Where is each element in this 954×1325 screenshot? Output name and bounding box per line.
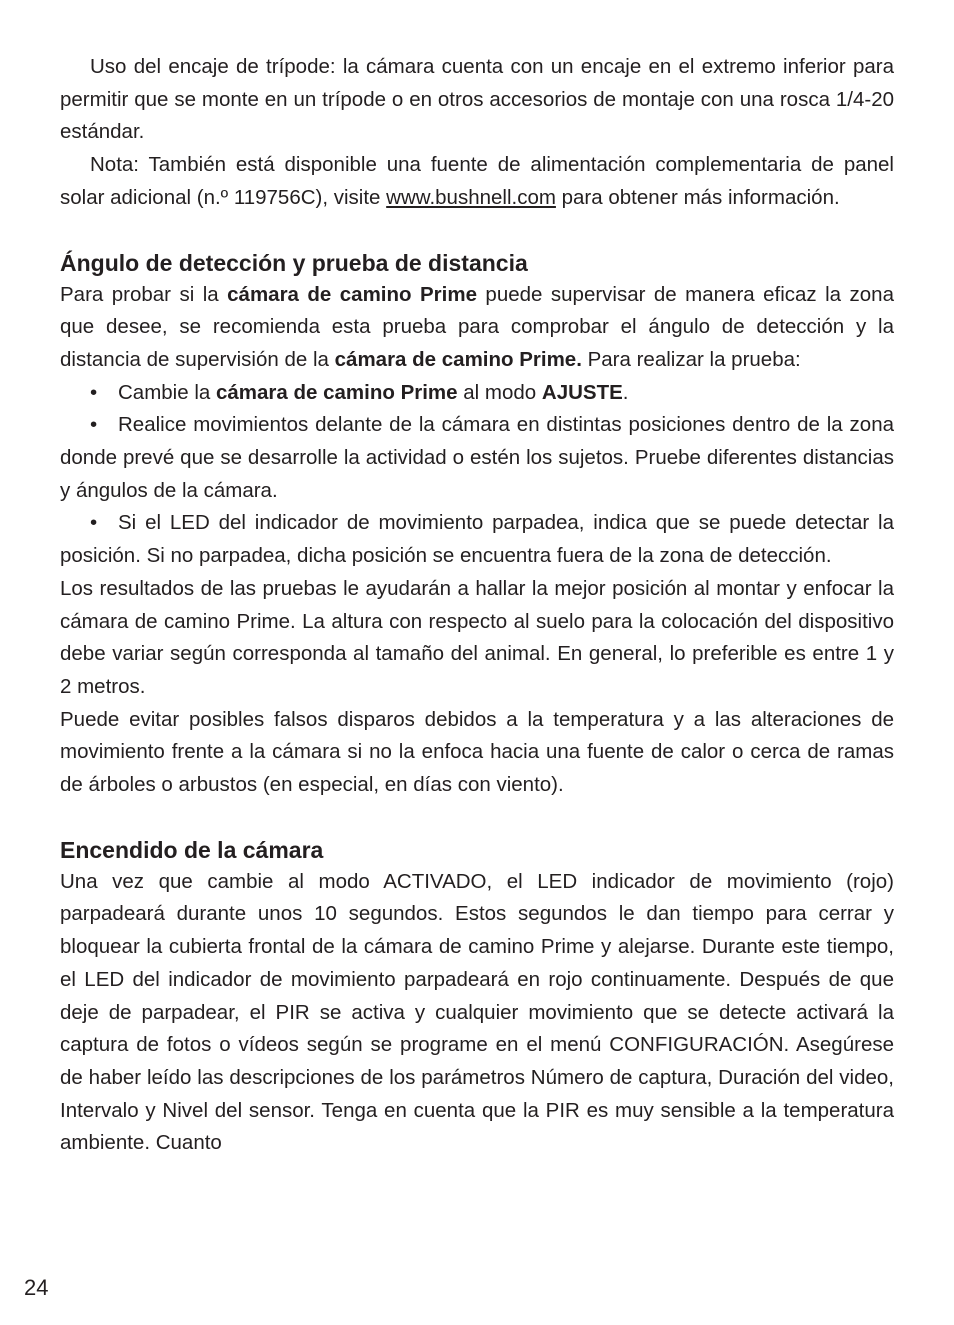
bullet-item-setup-mode [60,377,894,410]
text: Para realizar la prueba: [581,347,801,371]
tripod-paragraph: Uso del encaje de trípode: la cámara cuenta con un encaje en el extremo inferior para permitir que se monte en un trípode o en otros accesorios de montaje con una rosca 1/4-20 estándar. [60,55,894,144]
section-heading-detection: Ángulo de detección y prueba de distancia [60,249,528,276]
section-heading-power-on: Encendido de la cámara [60,836,324,863]
bushnell-link[interactable]: www.bushnell.com [386,185,556,209]
page-number: 24 [24,1275,49,1300]
text: Si el LED del indicador de movimiento parpadea, indica que se puede detectar la posición. Si no parpadea, dicha posición se encuentra fuera de la zona de detección. [60,511,894,568]
note-text-after: para obtener más información. [555,185,840,209]
bullet-icon: • [90,380,98,404]
document-page [60,51,894,1160]
detection-intro-paragraph [60,279,894,377]
text: . [622,380,629,404]
solar-panel-note [60,149,894,214]
text: al modo [457,380,542,404]
bullet-icon: • [90,413,98,437]
text: Realice movimientos delante de la cámara en distintas posiciones dentro de la zona donde prevé que se desarrolle la actividad o estén los sujetos. Pruebe diferentes distancias y ángulos de la cámara. [60,413,894,502]
note-text-before: Nota: También está disponible una fuente de alimentación complementaria de panel solar adicional (n.º 119756C), visite [60,153,894,209]
test-results-paragraph: Los resultados de las pruebas le ayudarán a hallar la mejor posición al montar y enfocar la cámara de camino Prime. La altura con respecto al suelo para la colocación del dispositivo debe variar según corresponda al tamaño del animal. En general, lo preferible es entre 1 y 2 metros. [60,576,894,698]
bold-text: cámara de camino Prime [216,380,458,404]
bullet-icon: • [90,511,98,535]
bullet-item-led [60,507,894,572]
bullet-item-movements [60,409,894,507]
bold-text: AJUSTE [541,380,623,404]
false-triggers-paragraph: Puede evitar posibles falsos disparos debidos a la temperatura y a las alteraciones de movimiento frente a la cámara si no la enfoca hacia una fuente de calor o cerca de ramas de árboles o arbustos (en especial, en días con viento). [60,707,894,797]
power-on-paragraph: Una vez que cambie al modo ACTIVADO, el LED indicador de movimiento (rojo) parpadeará durante unos 10 segundos. Estos segundos le dan tiempo para cerrar y bloquear la cubierta frontal de la cámara de camino Prime y alejarse. Durante este tiempo, el LED del indicador de movimiento parpadeará en rojo continuamente. Después de que deje de parpadear, el PIR se activa y cualquier movimiento que se detecte activará la captura de fotos o vídeos según se programe en el menú CONFIGURACIÓN. Asegúrese de haber leído las descripciones de los parámetros Número de captura, Duración del video, Intervalo y Nivel del sensor. Tenga en cuenta que la PIR es muy sensible a la temperatura ambiente. Cuanto [60,869,894,1155]
bold-text: cámara de camino Prime [227,282,477,306]
text: puede supervisar de manera eficaz la zona que desee, se recomienda esta prueba para comprobar el ángulo de detección y la distancia de supervisión de la [60,282,894,371]
text: Para probar si la [60,282,228,306]
bold-text: cámara de camino Prime. [334,347,582,371]
text: Cambie la [118,380,216,404]
